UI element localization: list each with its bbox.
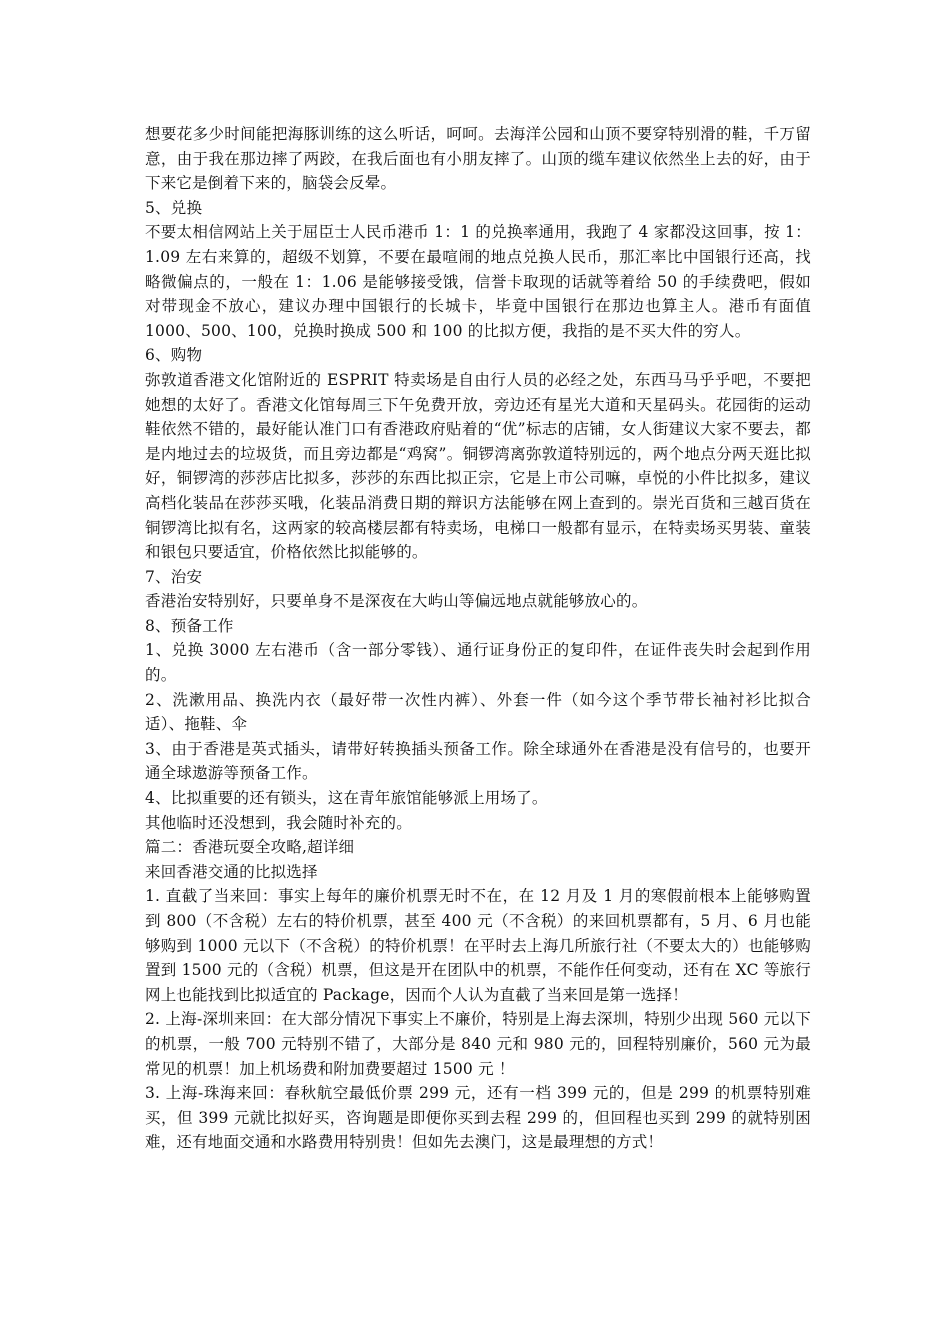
paragraph-exchange: 不要太相信网站上关于屈臣士人民币港币 1：1 的兑换率通用，我跑了 4 家都没这回事，按 1：1.09 左右来算的，超级不划算，不要在最喧闹的地点兑换人民币，那汇率比中国银行还高，找略微偏点的，一般在 1：1.06 是能够接受饿，信誉卡取现的话就等着给 50 的手续费吧，假如对带现金不放心，建议办理中国银行的长城卡，毕竟中国银行在那边也算主人。港币有面值 1000、500、100，兑换时换成 500 和 100 的比拟方便，我指的是不买大件的穷人。 xyxy=(145,223,811,340)
heading-security: 7、治安 xyxy=(145,567,203,586)
document-body xyxy=(145,122,811,1155)
transport-option-1: 1. 直截了当来回：事实上每年的廉价机票无时不在，在 12 月及 1 月的寒假前根本上能够购置到 800（不含税）左右的特价机票，甚至 400 元（不含税）的来回机票都有，5 月、6 月也能够购到 1000 元以下（不含税）的特价机票！在平时去上海几所旅行社（不要太大的）也能够购置到 1500 元的（含税）机票，但这是开在团队中的机票，不能作任何变动，还有在 XC 等旅行网上也能找到比拟适宜的 Package，因而个人认为直截了当来回是第一选择！ xyxy=(145,887,811,1004)
prep-item-2: 2、洗漱用品、换洗内衣（最好带一次性内裤）、外套一件（如今这个季节带长袖衬衫比拟合适）、拖鞋、伞 xyxy=(145,690,811,734)
paragraph-shopping: 弥敦道香港文化馆附近的 ESPRIT 特卖场是自由行人员的必经之处，东西马马乎乎吧，不要把她想的太好了。香港文化馆每周三下午免费开放，旁边还有星光大道和天星码头。花园街的运动鞋依然不错的，最好能认准门口有香港政府贴着的“优”标志的店铺，女人街建议大家不要去，都是内地过去的垃圾货，而且旁边都是“鸡窝”。铜锣湾离弥敦道特别远的，两个地点分两天逛比拟好，铜锣湾的莎莎店比拟多，莎莎的东西比拟正宗，它是上市公司嘛，卓悦的小件比拟多，建议高档化装品在莎莎买哦，化装品消费日期的辩识方法能够在网上查到的。崇光百货和三越百货在铜锣湾比拟有名，这两家的较高楼层都有特卖场，电梯口一般都有显示，在特卖场买男装、童装和银包只要适宜，价格依然比拟能够的。 xyxy=(145,370,811,562)
paragraph-security: 香港治安特别好，只要单身不是深夜在大屿山等偏远地点就能够放心的。 xyxy=(145,592,648,611)
heading-exchange: 5、兑换 xyxy=(145,198,203,217)
heading-preparation: 8、预备工作 xyxy=(145,616,234,635)
heading-transport: 来回香港交通的比拟选择 xyxy=(145,862,318,881)
prep-item-1: 1、兑换 3000 左右港币（含一部分零钱）、通行证身份正的复印件，在证件丧失时会起到作用的。 xyxy=(145,641,811,685)
prep-item-3: 3、由于香港是英式插头，请带好转换插头预备工作。除全球通外在香港是没有信号的，也要开通全球遨游等预备工作。 xyxy=(145,739,811,783)
paragraph-dolphin-tips: 想要花多少时间能把海豚训练的这么听话，呵呵。去海洋公园和山顶不要穿特别滑的鞋，千万留意，由于我在那边摔了两跤，在我后面也有小朋友摔了。山顶的缆车建议依然坐上去的好，由于下来它是倒着下来的，脑袋会反晕。 xyxy=(145,125,811,193)
heading-shopping: 6、购物 xyxy=(145,346,203,365)
transport-option-3: 3. 上海-珠海来回：春秋航空最低价票 299 元，还有一档 399 元的，但是 299 的机票特别难买，但 399 元就比拟好买，咨询题是即便你买到去程 299 的，但回程也买到 299 的就特别困难，还有地面交通和水路费用特别贵！但如先去澳门，这是最理想的方式！ xyxy=(145,1084,811,1152)
transport-option-2: 2. 上海-深圳来回：在大部分情况下事实上不廉价，特别是上海去深圳，特别少出现 560 元以下的机票，一般 700 元特别不错了，大部分是 840 元和 980 元的，回程特别廉价，560 元为最常见的机票！加上机场费和附加费要超过 1500 元 ！ xyxy=(145,1010,811,1078)
prep-note: 其他临时还没想到，我会随时补充的。 xyxy=(145,813,412,832)
prep-item-4: 4、比拟重要的还有锁头，这在青年旅馆能够派上用场了。 xyxy=(145,789,548,808)
section-title-part2: 篇二：香港玩耍全攻略,超详细 xyxy=(145,838,355,857)
